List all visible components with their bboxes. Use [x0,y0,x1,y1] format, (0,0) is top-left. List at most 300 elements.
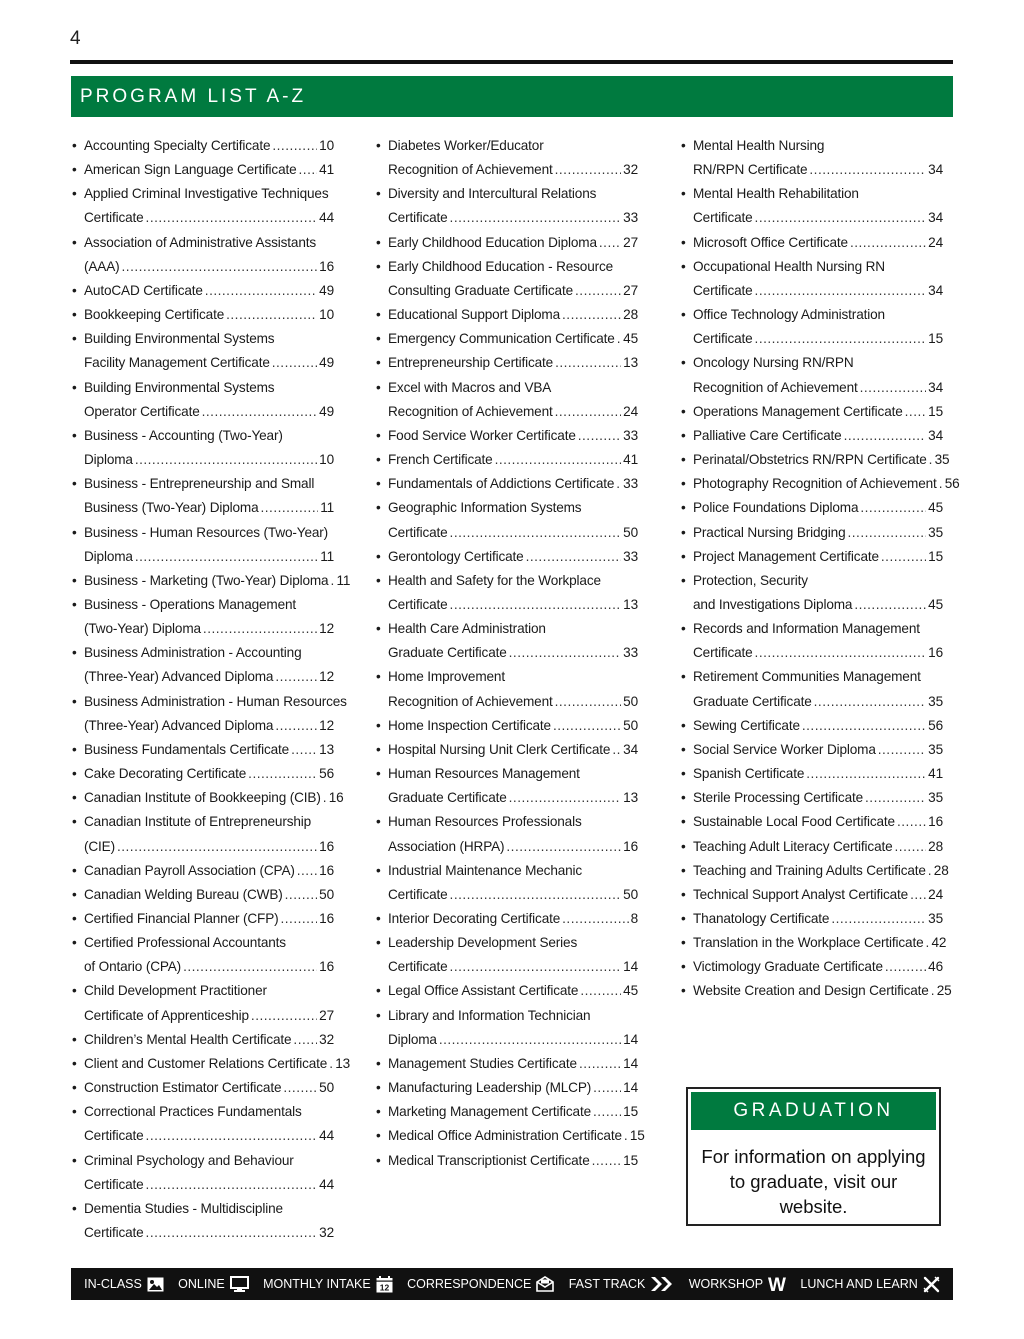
program-name: Business - Human Resources (Two-Year) [84,524,329,540]
program-name: Home Improvement [388,669,505,685]
program-name: Graduate Certificate [693,693,812,709]
program-entry-line [72,545,334,569]
program-name: Protection, Security [693,572,808,588]
legend-label: CORRESPONDENCE [407,1277,532,1291]
program-entry-line [681,714,943,738]
program-entry-line [72,448,334,472]
program-entry [376,472,638,496]
program-page-number: 13 [335,1055,351,1071]
program-entry-line [376,327,638,351]
program-name: Operations Management Certificate [693,403,903,419]
program-entry-line [681,883,943,907]
bullet-icon: • [376,814,381,830]
bullet-icon: • [72,282,77,298]
dot-leader [495,448,622,472]
section-header [71,76,953,117]
program-page-number: 45 [928,500,943,516]
program-entry [376,569,638,617]
dot-leader [450,521,622,545]
program-entry-line [72,738,334,762]
program-entry [681,907,943,931]
dot-leader [329,1052,333,1076]
program-page-number: 35 [928,693,943,709]
program-entry [72,472,334,520]
program-entry-line [681,931,947,955]
graduation-box [686,1087,941,1226]
dot-leader [439,1028,621,1052]
program-entry-line [72,859,334,883]
program-entry-line [72,134,334,158]
program-entry [72,1149,334,1197]
program-name: Perinatal/Obstetrics RN/RPN Certificate [693,452,927,468]
program-name: Recognition of Achievement [388,403,553,419]
bullet-icon: • [376,379,381,395]
program-name: Records and Information Management [693,621,920,637]
dot-leader [526,545,622,569]
program-name: Technical Support Analyst Certificate [693,886,909,902]
bullet-icon: • [376,911,381,926]
bullet-icon: • [376,862,381,878]
program-entry-line [376,1076,638,1100]
program-page-number: 32 [623,162,638,178]
program-name: Teaching Adult Literacy Certificate [693,838,893,854]
dot-leader [929,448,933,472]
dot-leader [251,1004,317,1028]
bullet-icon: • [376,234,381,250]
program-entry [376,738,638,762]
program-name: Photography Recognition of Achievement [693,476,937,492]
bullet-icon: • [72,186,77,202]
program-page-number: 16 [319,959,334,975]
program-page-number: 12 [319,621,334,637]
program-name: Canadian Payroll Association (CPA) [84,862,295,878]
program-page-number: 45 [623,331,638,347]
program-page-number: 25 [936,983,952,999]
program-entry-line [376,496,638,520]
program-entry-line [376,351,638,375]
program-entry-line [376,521,638,545]
program-entry [376,545,638,569]
program-page-number: 50 [623,717,638,733]
program-entry-line [376,255,638,279]
dot-leader [283,1076,317,1100]
program-entry [681,617,943,665]
bullet-icon: • [376,1128,381,1144]
legend-label: MONTHLY INTAKE [263,1277,371,1291]
program-entry-line [72,206,334,230]
program-entry-line [72,665,334,689]
bullet-icon: • [72,331,77,347]
program-name: Certificate [388,524,448,540]
program-entry [72,279,334,303]
dot-leader [599,231,621,255]
dot-leader [146,1173,318,1197]
program-entry [376,1076,638,1100]
bullet-icon: • [681,717,686,733]
bullet-icon: • [376,1007,381,1023]
program-name: AutoCAD Certificate [84,282,203,298]
program-entry-line [376,593,638,617]
program-name: Facility Management Certificate [84,355,270,371]
program-entry-line [681,665,943,689]
program-page-number: 24 [928,886,943,902]
program-entry-line [376,134,638,158]
program-entry-line [376,231,638,255]
program-entry [376,714,638,738]
dot-leader [939,472,943,496]
program-name: Business Administration - Accounting [84,645,302,661]
program-name: Website Creation and Design Certificate [693,983,929,999]
dot-leader [299,158,318,182]
program-entry [72,182,334,230]
program-name: Canadian Welding Bureau (CWB) [84,886,283,902]
program-entry [376,327,638,351]
program-name: Business - Marketing (Two-Year) Diploma [84,572,329,588]
program-entry-line [72,907,334,931]
program-name: Certified Financial Planner (CFP) [84,911,279,926]
program-name: Industrial Maintenance Mechanic [388,862,583,878]
program-name: American Sign Language Certificate [84,162,297,178]
bullet-icon: • [72,476,77,492]
program-entry-line [72,231,334,255]
program-name: French Certificate [388,452,493,468]
bullet-icon: • [681,427,686,443]
program-name: Business (Two-Year) Diploma [84,500,259,516]
program-entry-line [72,979,334,1003]
program-page-number: 10 [319,307,334,323]
program-entry-line [681,472,960,496]
program-entry-line [681,955,943,979]
program-entry-line [72,376,334,400]
program-entry-line [72,351,334,375]
program-name: Graduate Certificate [388,790,507,806]
program-entry-line [376,1100,638,1124]
program-entry-line [681,786,943,810]
program-entry-line [681,182,943,206]
program-entry-line [72,714,334,738]
bullet-icon: • [376,741,381,757]
dot-leader [509,786,622,810]
program-name: Construction Estimator Certificate [84,1080,282,1096]
program-name: Diversity and Intercultural Relations [388,186,597,202]
program-name: Business - Operations Management [84,596,297,612]
program-page-number: 28 [623,307,638,323]
program-name: Office Technology Administration [693,307,885,323]
program-page-number: 16 [319,258,334,274]
dot-leader [755,327,927,351]
program-name: Human Resources Professionals [388,814,582,830]
program-column-1 [72,134,351,1245]
program-name: Entrepreneurship Certificate [388,355,554,371]
program-entry [376,1004,638,1052]
dot-leader [323,786,327,810]
program-entry [376,182,638,230]
legend-workshop [689,1275,786,1293]
program-page-number: 35 [928,524,943,540]
program-name: Occupational Health Nursing RN [693,258,885,274]
bullet-icon: • [376,1104,381,1120]
program-entry-line [681,134,943,158]
program-entry [72,1028,334,1052]
bullet-icon: • [376,355,381,371]
program-page-number: 10 [319,138,334,153]
program-page-number: 15 [928,548,943,564]
bullet-icon: • [72,1031,77,1047]
program-name: Mental Health Rehabilitation [693,186,859,202]
program-name: Client and Customer Relations Certificate [84,1055,328,1071]
bullet-icon: • [376,427,381,443]
program-page-number: 13 [623,596,638,612]
dot-leader [553,714,621,738]
legend-label: ONLINE [178,1277,225,1291]
graduation-title: GRADUATION [691,1092,936,1130]
program-entry-line [681,835,943,859]
program-name: Teaching and Training Adults Certificate [693,862,926,878]
program-entry-line [72,496,334,520]
dot-leader [575,279,621,303]
bullet-icon: • [681,814,686,830]
program-entry-line [376,714,638,738]
program-entry [681,738,943,762]
bullet-icon: • [376,1055,381,1071]
program-page-number: 34 [623,741,638,757]
dot-leader [616,472,621,496]
program-name: Business - Accounting (Two-Year) [84,427,283,443]
bullet-icon: • [681,572,686,588]
program-entry [681,496,943,520]
program-page-number: 49 [319,403,334,419]
program-page-number: 13 [623,790,638,806]
program-entry [681,521,943,545]
program-name: Consulting Graduate Certificate [388,282,574,298]
program-page-number: 46 [928,959,943,975]
legend-label: LUNCH AND LEARN [800,1277,918,1291]
program-name: Bookkeeping Certificate [84,307,225,323]
bullet-icon: • [681,452,686,468]
program-page-number: 45 [623,983,638,999]
photo-icon [147,1277,164,1292]
bullet-icon: • [681,935,686,951]
dot-leader [809,158,926,182]
program-entry-line [72,1100,334,1124]
bullet-icon: • [681,669,686,685]
bullet-icon: • [376,138,381,153]
program-name: Diploma [84,452,133,468]
program-name: Recognition of Achievement [388,693,553,709]
program-entry-line [681,496,943,520]
program-name: Diploma [84,548,133,564]
program-name: Spanish Certificate [693,766,805,782]
program-name: Certificate [388,210,448,226]
program-page-number: 33 [623,427,638,443]
program-entry-line [72,303,334,327]
program-name: Retirement Communities Management [693,669,921,685]
dot-leader [562,907,628,931]
bullet-icon: • [681,500,686,516]
program-page-number: 35 [934,452,950,468]
program-name: Oncology Nursing RN/RPN [693,355,854,371]
program-entry-line [681,593,943,617]
program-entry-line [681,859,949,883]
program-entry [72,569,351,593]
program-entry-line [681,738,943,762]
program-page-number: 35 [928,741,943,757]
program-entry-line [376,762,638,786]
program-name: Hospital Nursing Unit Clerk Certificate [388,741,611,757]
program-name: Palliative Care Certificate [693,427,842,443]
bullet-icon: • [681,476,686,492]
program-entry [376,665,638,713]
bullet-icon: • [72,693,77,709]
program-entry [681,955,943,979]
bullet-icon: • [72,596,77,612]
program-entry-line [376,617,638,641]
program-name: Certified Professional Accountants [84,935,286,951]
program-page-number: 16 [319,911,334,926]
dot-leader [755,206,927,230]
program-entry-line [376,690,638,714]
program-entry-line [72,835,334,859]
bullet-icon: • [72,1080,77,1096]
bullet-icon: • [681,911,686,926]
program-page-number: 13 [319,741,334,757]
program-entry [376,303,638,327]
dot-leader [272,351,317,375]
program-page-number: 35 [928,790,943,806]
program-name: Sewing Certificate [693,717,800,733]
dot-leader [146,1221,318,1245]
dot-leader [291,738,317,762]
dot-leader [592,1149,622,1173]
program-name: (AAA) [84,258,120,274]
program-entry-line [376,979,638,1003]
program-entry-line [681,424,943,448]
program-entry-line [681,521,943,545]
program-name: Mental Health Nursing [693,138,825,153]
dot-leader [203,617,317,641]
dot-leader [755,279,927,303]
program-name: Management Studies Certificate [388,1055,577,1071]
dot-leader [885,955,926,979]
program-entry-line [72,1076,334,1100]
program-entry [376,448,638,472]
bullet-icon: • [681,403,686,419]
dot-leader [860,496,926,520]
program-entry [376,351,638,375]
calendar-icon [376,1276,393,1293]
bullet-icon: • [681,355,686,371]
program-entry-line [376,955,638,979]
program-name: Graduate Certificate [388,645,507,661]
program-entry-line [376,1028,638,1052]
program-entry-line [376,158,638,182]
program-entry-line [376,569,638,593]
program-entry [376,1052,638,1076]
program-entry-line [376,206,638,230]
program-name: Victimology Graduate Certificate [693,959,883,975]
program-page-number: 12 [319,717,334,733]
dot-leader [248,762,317,786]
program-entry [681,569,943,617]
program-entry-line [681,810,943,834]
program-name: Emergency Communication Certificate [388,331,615,347]
program-page-number: 50 [623,693,638,709]
program-entry [681,472,960,496]
program-entry-line [72,883,334,907]
program-page-number: 8 [630,911,638,926]
dot-leader [580,979,621,1003]
program-entry [376,376,638,424]
delivery-legend-bar [71,1268,953,1300]
program-page-number: 41 [319,162,334,178]
program-entry [376,907,638,931]
program-name: Certificate [84,1128,144,1144]
bullet-icon: • [72,814,77,830]
dot-leader [297,859,317,883]
program-name: Educational Support Diploma [388,307,561,323]
program-page-number: 44 [319,1176,334,1192]
program-page-number: 15 [623,1104,638,1120]
program-entry-line [72,762,334,786]
program-entry [376,762,638,810]
program-entry [376,424,638,448]
bullet-icon: • [376,1080,381,1096]
program-entry [376,617,638,665]
program-entry [72,907,334,931]
program-name: and Investigations Diploma [693,596,853,612]
program-page-number: 56 [944,476,960,492]
program-entry [376,1100,638,1124]
program-name: Practical Nursing Bridging [693,524,846,540]
bullet-icon: • [72,766,77,782]
dot-leader [878,738,926,762]
program-column-3 [681,134,960,1004]
bullet-icon: • [72,379,77,395]
program-entry-line [72,158,334,182]
program-entry-line [376,303,638,327]
program-name: (Three-Year) Advanced Diploma [84,717,274,733]
program-entry [376,134,638,182]
bullet-icon: • [72,911,77,926]
program-entry [681,665,943,713]
program-name: Medical Office Administration Certificate [388,1128,622,1144]
bullet-icon: • [72,1152,77,1168]
program-entry [72,1197,334,1245]
program-name: Business Fundamentals Certificate [84,741,290,757]
program-name: Library and Information Technician [388,1007,591,1023]
bullet-icon: • [681,983,686,999]
dot-leader [506,835,621,859]
program-entry [681,351,943,399]
program-page-number: 15 [928,331,943,347]
dot-leader [865,786,926,810]
program-entry-line [376,810,638,834]
dot-leader [450,955,622,979]
program-page-number: 44 [319,210,334,226]
program-name: Fundamentals of Addictions Certificate [388,476,615,492]
program-page-number: 16 [328,790,344,806]
bullet-icon: • [376,500,381,516]
dot-leader [226,303,317,327]
program-name: Sterile Processing Certificate [693,790,864,806]
bullet-icon: • [376,476,381,492]
program-entry [72,134,334,158]
program-entry [72,931,334,979]
bullet-icon: • [72,741,77,757]
program-page-number: 16 [623,838,638,854]
bullet-icon: • [72,645,77,661]
legend-label: FAST TRACK [568,1277,646,1291]
